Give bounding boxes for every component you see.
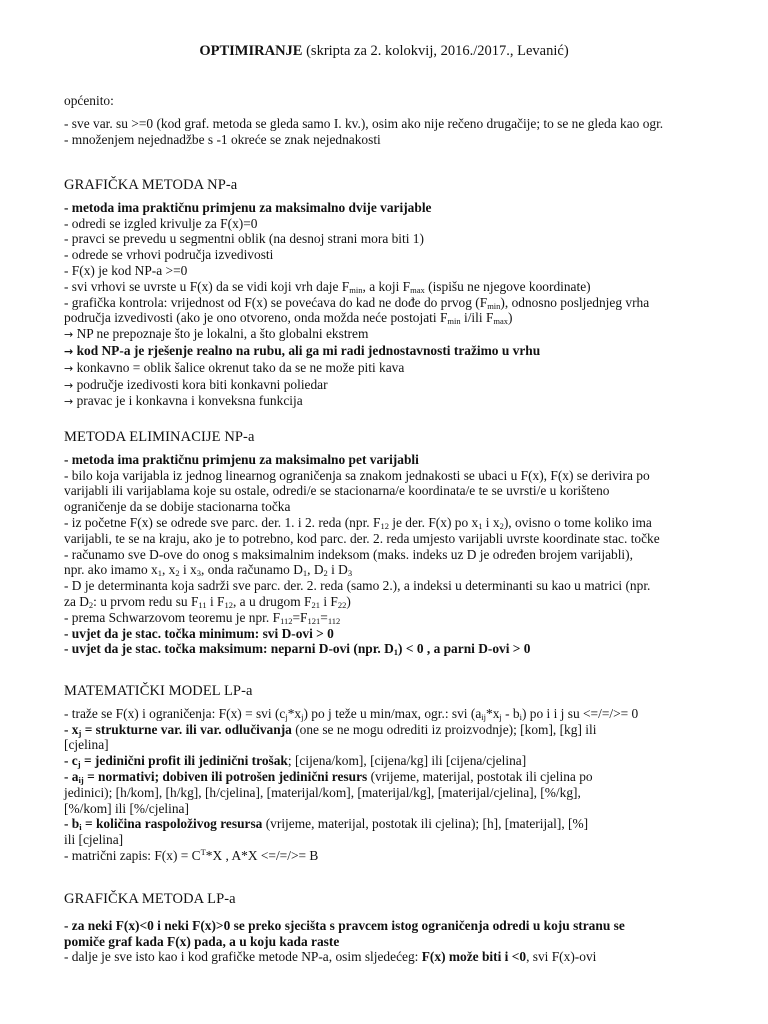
section-heading: GRAFIČKA METODA LP-a <box>64 891 236 907</box>
text-line: ili [cjelina] <box>64 832 124 848</box>
text-line: - $a_{ij}$ = normativi; dobiven ili potrošen jedinični resurs (vrijeme, materijal, postotak ili cjelina po <box>64 768 593 785</box>
list-item: - metoda ima praktičnu primjenu za maksimalno pet varijabli <box>64 451 419 467</box>
text-line: [cjelina] <box>64 737 109 753</box>
text-line: - D je determinanta koja sadrži sve parc. der. 2. reda (samo 2.), a indeksi u determinanti su kao u matrici (npr. <box>64 578 651 594</box>
text-line: varijabli ili varijablama koje su ostale, odredi/e se stacionarna/e koordinata/e te se uvrsti/e u korišteno <box>64 483 610 499</box>
text-line: - dalje je sve isto kao i kod grafičke metode NP-a, osim sljedećeg: F(x) može biti i <0, svi F(x)-ovi <box>64 949 597 965</box>
arrow-icon: → <box>64 395 74 409</box>
section-graf-np <box>64 178 724 410</box>
text-line: - za neki F(x)<0 i neki F(x)>0 se preko sjecišta s pravcem istog ograničenja odredi u koju stranu se <box>64 917 625 933</box>
text-line: - uvjet da je stac. točka minimum: svi D-ovi > 0 <box>64 625 334 641</box>
text-line: [%/kom] ili [%/cjelina] <box>64 800 189 816</box>
title-main: OPTIMIRANJE <box>199 43 303 59</box>
arrow-item: → područje izedivosti kora biti konkavni poliedar <box>64 376 328 392</box>
section-heading: općenito: <box>64 93 114 108</box>
title-sub: (skripta za 2. kolokvij, 2016./2017., Levanić) <box>306 43 569 59</box>
list-item: - sve var. su >=0 (kod graf. metoda se gleda samo I. kv.), osim ako nije rečeno drugačije; to se ne gleda kao ogr. <box>64 115 664 131</box>
arrow-icon: → <box>64 361 74 375</box>
arrow-icon: → <box>64 344 74 358</box>
list-item: - svi vrhovi se uvrste u F(x) da se vidi koji vrh daje $F_{min}$, a koji $F_{max}$ (ispišu ne njegove koordinate) <box>64 278 591 295</box>
list-item: - pravci se prevedu u segmentni oblik (na desnoj strani mora biti 1) <box>64 231 424 247</box>
section-heading: MATEMATIČKI MODEL LP-a <box>64 683 253 699</box>
arrow-item: → kod NP-a je rješenje realno na rubu, ali ga mi radi jednostavnosti tražimo u vrhu <box>64 342 541 358</box>
text-line: jedinici); [h/kom], [h/kg], [h/cjelina], [materijal/kom], [materijal/kg], [materijal/cjelina], [%/kg], <box>64 784 581 800</box>
list-item: - množenjem nejednadžbe s -1 okreće se znak nejednakosti <box>64 131 381 147</box>
text-line: - $c_j$ = jedinični profit ili jedinični trošak; [cijena/kom], [cijena/kg] ili [cijena/cjelina] <box>64 753 527 770</box>
section-mat-model-lp <box>64 684 724 864</box>
text-line: - matrični zapis: $F(x) = C^T*X$ , A*X <=/=/>= B <box>64 846 319 863</box>
section-heading: GRAFIČKA METODA NP-a <box>64 177 238 193</box>
text-line: - bilo koja varijabla iz jednog linearnog ograničenja sa znakom jednakosti se ubaci u F(x), F(x) se derivira po <box>64 467 650 483</box>
list-item: - odredi se izgled krivulje za F(x)=0 <box>64 215 258 231</box>
list-item: područja izvedivosti (ako je ono otvoreno, onda možda neće postojati $F_{min}$ i/ili $F_{max}$) <box>64 310 513 327</box>
text-line: za $D_2$: u prvom redu su $F_{11}$ i $F_{12}$, a u drugom $F_{21}$ i $F_{22}$) <box>64 593 351 610</box>
arrow-icon: → <box>64 328 74 342</box>
list-item: - metoda ima praktičnu primjenu za maksimalno dvije varijable <box>64 199 432 215</box>
text-line: - prema Schwarzovom teoremu je npr. $F_{112}=F_{121}=_{112}$ <box>64 609 341 626</box>
arrow-item: → NP ne prepoznaje što je lokalni, a što globalni ekstrem <box>64 326 369 342</box>
arrow-item: → pravac je i konkavna i konveksna funkcija <box>64 393 303 409</box>
arrow-item: → konkavno = oblik šalice okrenut tako da se ne može piti kava <box>64 359 405 375</box>
text-line: ograničenje da se dobije stacionarna točka <box>64 499 291 515</box>
list-item: - grafička kontrola: vrijednost od F(x) se povećava do kad ne dođe do prvog $(F_{min})$, odnosno posljednjeg vrha <box>64 294 650 311</box>
text-line: npr. ako imamo $x_1$, $x_2$ i $x_3$, onda računamo $D_1$, $D_2$ i $D_3$ <box>64 562 353 579</box>
section-graf-lp <box>64 892 724 965</box>
document-title <box>0 43 768 60</box>
section-opcenito <box>64 93 724 147</box>
list-item: - F(x) je kod NP-a >=0 <box>64 262 188 278</box>
section-heading: METODA ELIMINACIJE NP-a <box>64 429 255 445</box>
text-line: - $b_i$ = količina raspoloživog resursa (vrijeme, materijal, postotak ili cjelina); [h], [materijal], [%] <box>64 816 589 833</box>
text-line: varijabli, te se na kraju, ako je to potrebno, kod parc. der. 2. reda umjesto varijabli uvrste koordinate stac. točke <box>64 530 660 546</box>
text-line: - $x_j$ = strukturne var. ili var. odlučivanja (one se ne mogu odrediti iz proizvodnje); [kom], [kg] ili <box>64 721 597 738</box>
arrow-icon: → <box>64 378 74 392</box>
section-eliminacija-np <box>64 430 724 657</box>
text-line: - iz početne F(x) se odrede sve parc. der. 1. i 2. reda (npr. $F_{12}$ je der. F(x) po $x_1$ i $x_2$), ovisno o tome koliko ima <box>64 514 652 531</box>
list-item: - odrede se vrhovi područja izvedivosti <box>64 247 274 263</box>
text-line: - traže se F(x) i ograničenja: F(x) = svi $(c_j*x_j)$ po j teže u min/max, ogr.: svi $(a_{ij}*x_j - b_i)$ po i i j su <=/=/>= 0 <box>64 705 639 722</box>
text-line: pomiče graf kada F(x) pada, a u koju kada raste <box>64 933 340 949</box>
text-line: - računamo sve D-ove do onog s maksimalnim indeksom (maks. indeks uz D je određen brojem varijabli), <box>64 546 633 562</box>
text-line: - uvjet da je stac. točka maksimum: neparni D-ovi (npr. $D_1) < 0$ , a parni D-ovi > 0 <box>64 641 531 658</box>
